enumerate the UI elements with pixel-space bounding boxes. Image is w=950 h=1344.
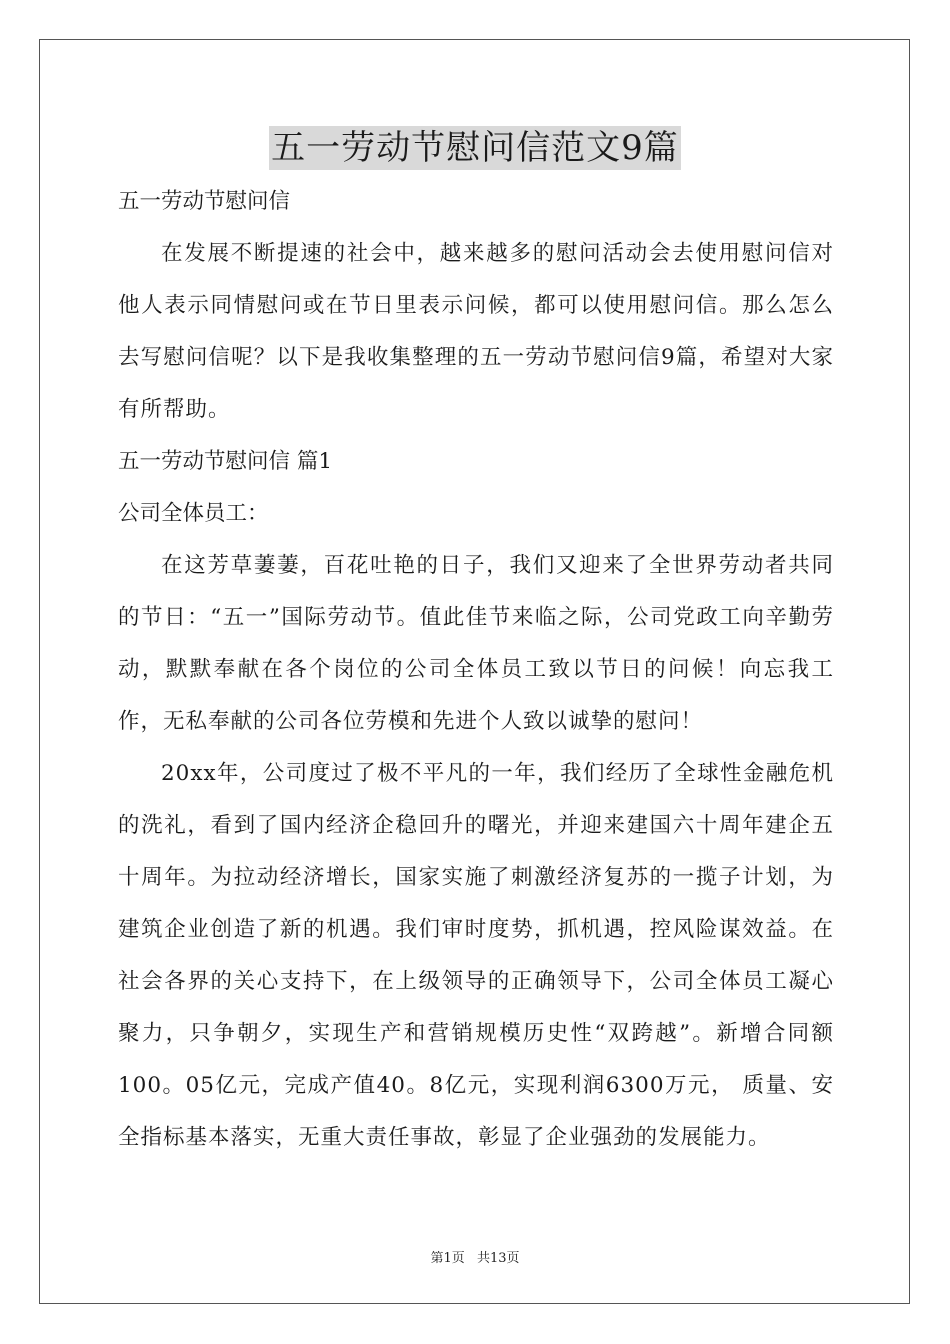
document-body [118, 176, 834, 1164]
review-paragraph: 20xx年，公司度过了极不平凡的一年，我们经历了全球性金融危机的洗礼，看到了国内经济企稳回升的曙光，并迎来建国六十周年建企五十周年。为拉动经济增长，国家实施了刺激经济复苏的一揽子计划，为建筑企业创造了新的机遇。我们审时度势，抓机遇，控风险谋效益。在社会各界的关心支持下，在上级领导的正确领导下，公司全体员工凝心聚力，只争朝夕，实现生产和营销规模历史性“双跨越”。新增合同额100。05亿元，完成产值40。8亿元，实现利润6300万元， 质量、安全指标基本落实，无重大责任事故，彰显了企业强劲的发展能力。 [118, 761, 834, 1150]
page-total: 共13页 [476, 1251, 520, 1266]
greeting-paragraph: 在这芳草萋萋，百花吐艳的日子，我们又迎来了全世界劳动者共同的节日：“五一”国际劳动节。值此佳节来临之际，公司党政工向辛勤劳动，默默奉献在各个岗位的公司全体员工致以节日的问候！向忘我工作，无私奉献的公司各位劳模和先进个人致以诚挚的慰问！ [118, 553, 834, 734]
page-footer [0, 1247, 950, 1266]
section-heading: 五一劳动节慰问信 篇1 [118, 449, 333, 474]
page-number: 第1页 [430, 1251, 465, 1266]
subtitle: 五一劳动节慰问信 [118, 189, 291, 214]
title-area [0, 126, 950, 170]
salutation: 公司全体员工： [118, 501, 269, 526]
intro-paragraph: 在发展不断提速的社会中，越来越多的慰问活动会去使用慰问信对他人表示同情慰问或在节日里表示问候，都可以使用慰问信。那么怎么去写慰问信呢？以下是我收集整理的五一劳动节慰问信9篇，希望对大家有所帮助。 [118, 241, 834, 422]
document-title: 五一劳动节慰问信范文9篇 [271, 128, 679, 168]
